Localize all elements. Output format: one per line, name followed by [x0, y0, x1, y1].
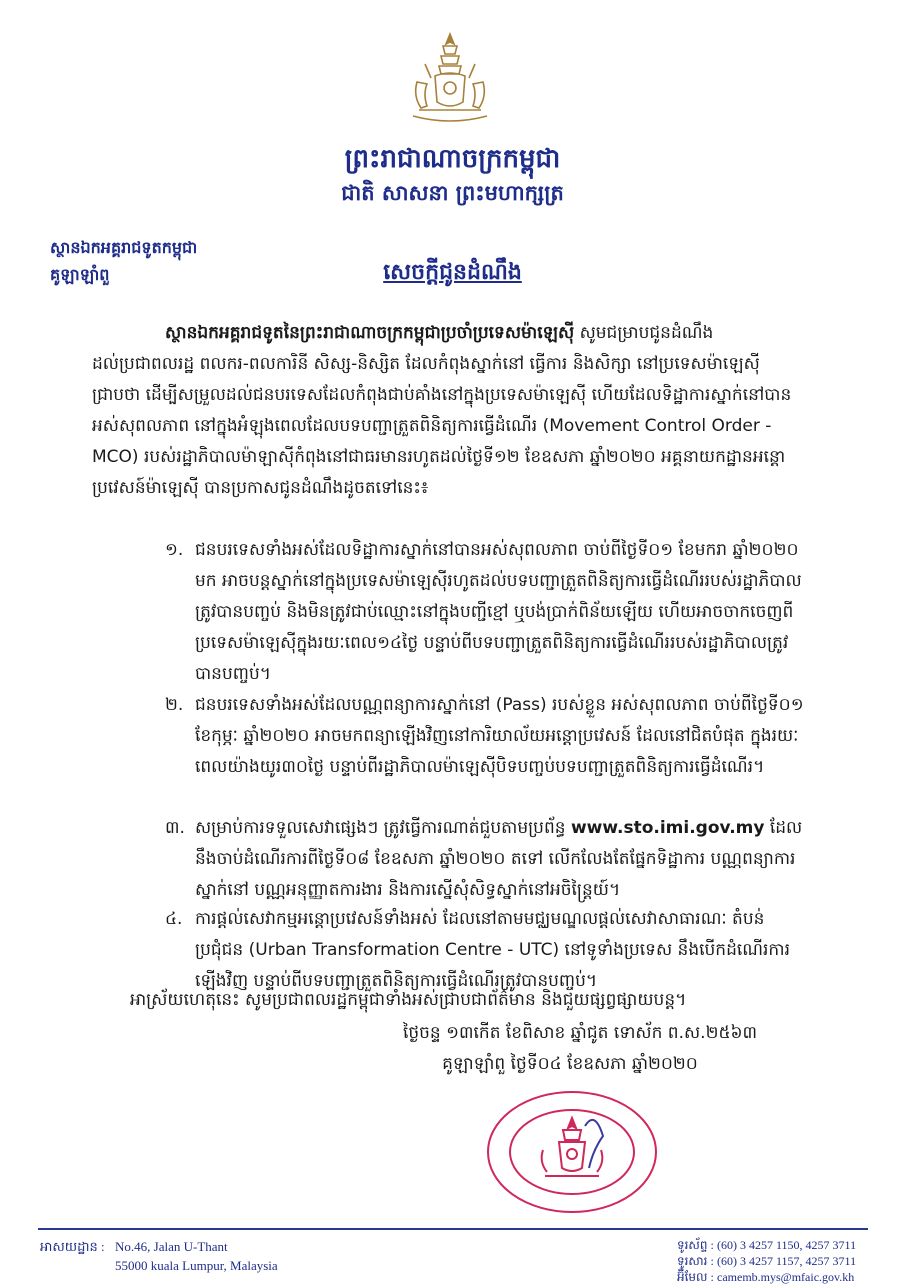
list-item-text-after: ដែលនឹងចាប់ដំណើរការពីថ្ងៃទី០៨ ខែឧសភា ឆ្នាំ២០២០ តទៅ លើកលែងតែផ្នែកទិដ្ឋាការ បណ្ណពន្យាការស្នាក់នៅ បណ្ណអនុញ្ញាតការងារ និងការស្នើសុំសិទ្ធស្នាក់នៅអចិន្ត្រៃយ៍។ [195, 818, 803, 900]
notice-title: សេចក្តីជូនដំណឹង [383, 260, 522, 285]
list-item-text [195, 813, 805, 906]
intro-paragraph-first-line [165, 318, 805, 349]
lunar-date: ថ្ងៃចន្ទ ១៣កើត ខែពិសាខ ឆ្នាំជូត ទោស័ក ព.ស.២៥៦៣ [402, 1023, 758, 1043]
list-item-1 [165, 535, 805, 690]
footer-divider [38, 1228, 868, 1230]
footer-address [40, 1237, 278, 1275]
closing-paragraph: អាស្រ័យហេតុនេះ សូមប្រជាពលរដ្ឋកម្ពុជាទាំងអស់ជ្រាបជាព័ត៌មាន និងជួយផ្សព្វផ្សាយបន្ត។ [130, 990, 687, 1010]
list-item-text: ជនបរទេសទាំងអស់ដែលបណ្ណពន្យាការស្នាក់នៅ (Pass) របស់ខ្លួន អស់សុពលភាព ចាប់ពីថ្ងៃទី០១ ខែកុម្ភៈ ឆ្នាំ២០២០ អាចមកពន្យាឡើងវិញនៅការិយាល័យអន្តោប្រវេសន៍ ដែលនៅជិតបំផុត ក្នុងរយៈពេលយ៉ាងយូរ៣០ថ្ងៃ បន្ទាប់ពីរដ្ឋាភិបាលម៉ាឡេស៊ីបិទបញ្ចប់បទបញ្ជាត្រួតពិនិត្យការធ្វើដំណើរ។ [195, 695, 804, 777]
list-item-text: ការផ្តល់សេវាកម្មអន្តោប្រវេសន៍ទាំងអស់ ដែលនៅតាមមជ្ឈមណ្ឌលផ្តល់សេវាសាធារណៈ តំបន់ប្រជុំជន (Urban Transformation Centre - UTC) នៅទូទាំងប្រទេស នឹងបើកដំណើរការឡើងវិញ បន្ទាប់ពីបទបញ្ជាត្រួតពិនិត្យការធ្វើដំណើរត្រូវបានបញ្ចប់។ [195, 909, 791, 991]
website-link[interactable]: www.sto.imi.gov.my [570, 818, 765, 838]
sender-city: គូឡាឡាំពួ [50, 265, 110, 284]
footer-contacts [677, 1237, 856, 1285]
list-item-3 [165, 813, 805, 906]
address-line-1: No.46, Jalan U-Thant [115, 1239, 228, 1254]
fax-label: ទូរសារ : [677, 1254, 714, 1268]
list-item-text: ជនបរទេសទាំងអស់ដែលទិដ្ឋាការស្នាក់នៅបានអស់សុពលភាព ចាប់ពីថ្ងៃទី០១ ខែមករា ឆ្នាំ២០២០ មក អាចបន្តស្នាក់នៅក្នុងប្រទេសម៉ាឡេស៊ីរហូតដល់បទបញ្ជាត្រួតពិនិត្យការធ្វើដំណើររបស់រដ្ឋាភិបាលត្រូវបានបញ្ចប់ និងមិនត្រូវជាប់ឈ្មោះនៅក្នុងបញ្ជីខ្មៅ ឬបង់ប្រាក់ពិន័យឡើយ ហើយអាចចាកចេញពីប្រទេសម៉ាឡេស៊ីក្នុងរយៈពេល១៤ថ្ងៃ បន្ទាប់ពីបទបញ្ជាត្រួតពិនិត្យការធ្វើដំណើររបស់រដ្ឋាភិបាលត្រូវបានបញ្ចប់។ [195, 540, 802, 684]
list-item-number: ១. [165, 540, 184, 560]
kingdom-name: ព្រះរាជាណាចក្រកម្ពុជា [344, 144, 561, 174]
phone-label: ទូរស័ព្ទ : [677, 1238, 714, 1252]
list-item-number: ៣. [165, 818, 185, 838]
list-item-number: ៤. [165, 909, 183, 929]
national-motto: ជាតិ សាសនា ព្រះមហាក្សត្រ [341, 181, 564, 205]
intro-paragraph-continuation: ដល់ប្រជាពលរដ្ឋ ពលករ-ពលការិនី សិស្ស-និស្សិត ដែលកំពុងស្នាក់នៅ ធ្វើការ និងសិក្សា នៅប្រទេសម៉ាឡេស៊ីជ្រាបថា ដើម្បីសម្រួលដល់ជនបរទេសដែលកំពុងជាប់គាំងនៅក្នុងប្រទេសម៉ាឡេស៊ី ហើយដែលទិដ្ឋាការស្នាក់នៅបានអស់សុពលភាព នៅក្នុងអំឡុងពេលដែលបទបញ្ជាត្រួតពិនិត្យការធ្វើដំណើរ (Movement Control Order - MCO) របស់រដ្ឋាភិបាលម៉ាឡាស៊ីកំពុងនៅជាធរមានរហូតដល់ថ្ងៃទី១២ ខែឧសភា ឆ្នាំ២០២០ អគ្គនាយកដ្ឋានអន្តោប្រវេសន៍ម៉ាឡេស៊ី បានប្រកាសជូនដំណឹងដូចតទៅនេះ៖ [92, 354, 792, 498]
intro-rest-first: សូមជម្រាបជូនដំណឹង [579, 323, 714, 343]
email-link[interactable]: camemb.mys@mfaic.gov.kh [717, 1270, 855, 1284]
embassy-seal-stamp [485, 1090, 660, 1215]
list-item-4 [165, 904, 805, 997]
intro-lead: ស្ថានឯកអគ្គរាជទូតនៃព្រះរាជាណាចក្រកម្ពុជាប្រចាំប្រទេសម៉ាឡេស៊ី [165, 323, 575, 343]
solar-date: គូឡាឡាំពួ ថ្ងៃទី០៤ ខែឧសភា ឆ្នាំ២០២០ [442, 1054, 698, 1074]
sender-embassy: ស្ថានឯកអគ្គរាជទូតកម្ពុជា [50, 238, 198, 257]
email-label: អ៊ីមែល : [677, 1270, 714, 1284]
address-label: អាសយដ្ឋាន : [40, 1239, 105, 1254]
phone-value: (60) 3 4257 1150, 4257 3711 [717, 1238, 857, 1252]
list-item-number: ២. [165, 695, 184, 715]
fax-value: (60) 3 4257 1157, 4257 3711 [717, 1254, 857, 1268]
royal-emblem-logo [405, 30, 495, 130]
address-line-2: 55000 kuala Lumpur, Malaysia [115, 1258, 278, 1273]
list-item-2 [165, 690, 805, 783]
list-item-text-before: សម្រាប់ការទទួលសេវាផ្សេងៗ ត្រូវធ្វើការណាត់ជួបតាមប្រព័ន្ធ [195, 818, 571, 838]
